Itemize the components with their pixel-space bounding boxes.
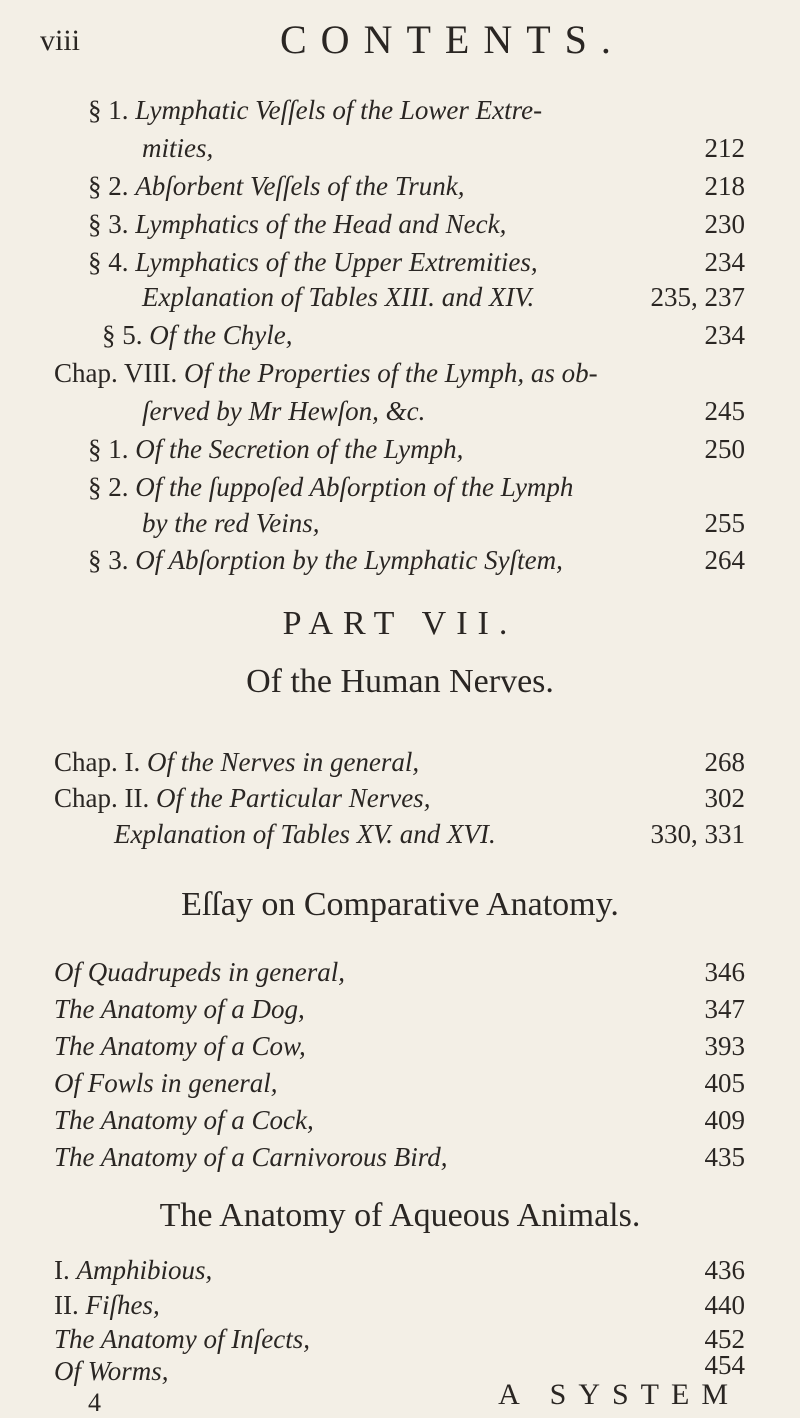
signature-mark: 4 (88, 1388, 101, 1417)
toc-entry: § 2. Abſorbent Veſſels of the Trunk, (88, 171, 465, 201)
page-ref: 346 (704, 957, 745, 987)
part-title: PART VII. (282, 605, 518, 642)
page-ref: 435 (704, 1142, 745, 1172)
page-ref: 212 (704, 133, 745, 163)
page-ref: 235, 237 (650, 282, 745, 312)
essay-title: Eſſay on Comparative Anatomy. (181, 886, 619, 923)
toc-entry: § 5. Of the Chyle, (102, 320, 293, 350)
page-ref: 440 (704, 1290, 745, 1320)
toc-entry: Of Fowls in general, (54, 1068, 278, 1098)
toc-entry: § 1. Of the Secretion of the Lymph, (88, 434, 464, 464)
folio-number: viii (40, 24, 81, 57)
part-subtitle: Of the Human Nerves. (246, 663, 554, 700)
page-ref: 250 (704, 434, 745, 464)
toc-entry: § 2. Of the ſuppoſed Abſorption of the Lymph (88, 472, 574, 502)
page-ref: 218 (704, 171, 745, 201)
page-ref: 452 (704, 1324, 745, 1354)
page-ref: 454 (704, 1350, 745, 1380)
aqueous-title: The Anatomy of Aqueous Animals. (159, 1197, 641, 1234)
toc-entry-tables: Explanation of Tables XIII. and XIV. (142, 282, 535, 312)
toc-entry-tables: Explanation of Tables XV. and XVI. (114, 819, 496, 849)
page-ref: 234 (704, 320, 745, 350)
page-ref: 245 (704, 396, 745, 426)
toc-entry-continuation: mities, (142, 133, 214, 163)
toc-entry: II. Fiſhes, (54, 1290, 160, 1320)
page-header (40, 14, 760, 74)
toc-entry: The Anatomy of Inſects, (54, 1324, 310, 1354)
page-ref: 302 (704, 783, 745, 813)
toc-entry: Of Worms, (54, 1356, 169, 1386)
toc-chapter: Chap. II. Of the Particular Nerves, (54, 783, 431, 813)
toc-chapter: Chap. VIII. Of the Properties of the Lymph, as ob- (54, 358, 598, 388)
toc-entry-continuation: ſerved by Mr Hewſon, &c. (142, 396, 426, 426)
toc-entry: The Anatomy of a Dog, (54, 994, 305, 1024)
toc-entry: § 4. Lymphatics of the Upper Extremities, (88, 247, 538, 277)
page-ref: 393 (704, 1031, 745, 1061)
page-ref: 268 (704, 747, 745, 777)
toc-entry-continuation: by the red Veins, (142, 508, 320, 538)
catchword: A SYSTEM (498, 1378, 740, 1411)
toc-entry: The Anatomy of a Carnivorous Bird, (54, 1142, 448, 1172)
toc-entry: § 1. Lymphatic Veſſels of the Lower Extre- (88, 95, 543, 125)
running-title: CONTENTS. (280, 17, 625, 62)
toc-entry: The Anatomy of a Cow, (54, 1031, 306, 1061)
toc-entry: § 3. Lymphatics of the Head and Neck, (88, 209, 507, 239)
page-ref: 234 (704, 247, 745, 277)
page-ref: 436 (704, 1255, 745, 1285)
page-ref: 264 (704, 545, 745, 575)
page-ref: 330, 331 (650, 819, 745, 849)
toc-chapter: Chap. I. Of the Nerves in general, (54, 747, 420, 777)
toc-entry: I. Amphibious, (54, 1255, 213, 1285)
page-ref: 255 (704, 508, 745, 538)
page-ref: 347 (704, 994, 745, 1024)
toc-entry: The Anatomy of a Cock, (54, 1105, 314, 1135)
toc-entry: § 3. Of Abſorption by the Lymphatic Syſtem, (88, 545, 563, 575)
page-ref: 409 (704, 1105, 745, 1135)
toc-entry: Of Quadrupeds in general, (54, 957, 345, 987)
page-ref: 405 (704, 1068, 745, 1098)
page-ref: 230 (704, 209, 745, 239)
